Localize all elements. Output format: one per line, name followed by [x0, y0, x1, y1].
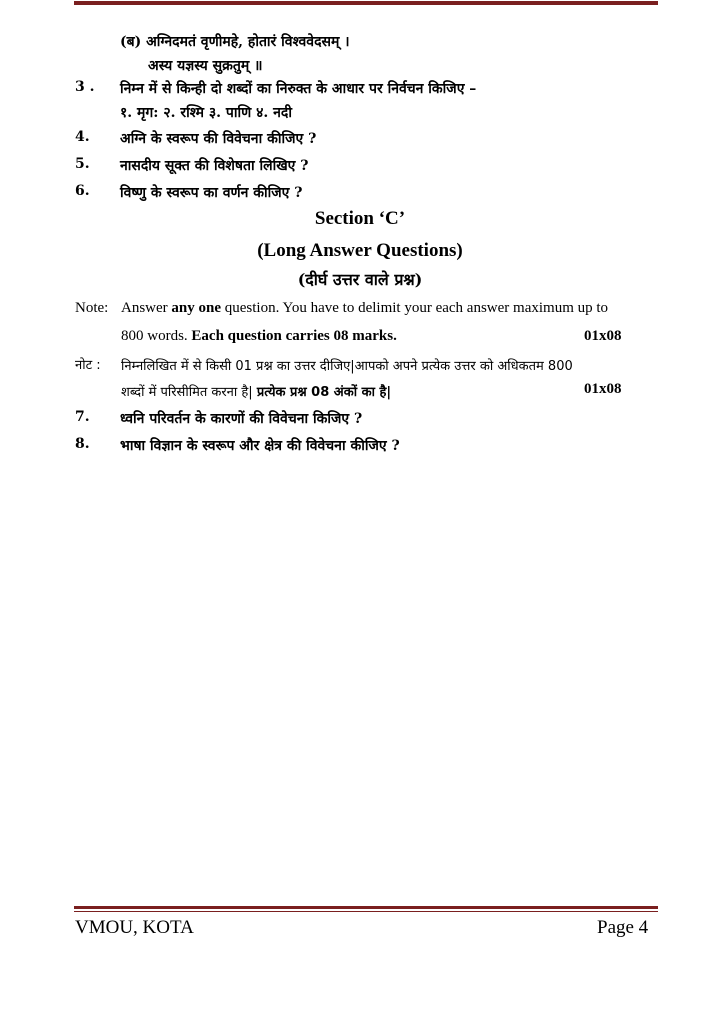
- question-text: ध्वनि परिवर्तन के कारणों की विवेचना किजिए ?: [120, 411, 363, 427]
- note-label-hi: नोट :: [75, 358, 101, 373]
- verse-line-b2: अस्य यज्ञस्य सुक्रतुम् ॥: [148, 58, 263, 74]
- section-subtitle-en: (Long Answer Questions): [257, 240, 463, 261]
- marks-label: 01x08: [584, 328, 622, 344]
- note-emphasis: Each question carries 08 marks.: [191, 328, 397, 344]
- note-hi-line-1: निम्नलिखित में से किसी 01 प्रश्न का उत्तर दीजिए|आपको अपने प्रत्येक उत्तर को अधिकतम 800: [121, 359, 573, 374]
- question-text: अग्नि के स्वरूप की विवेचना कीजिए ?: [120, 131, 317, 147]
- verse-line-b: (ब) अग्निदमतं वृणीमहे, होतारं विश्ववेदसम् ।: [120, 34, 350, 50]
- note-text: Answer: [121, 300, 168, 316]
- note-hi-line-2: [121, 382, 656, 400]
- marks-label: 01x08: [584, 381, 622, 397]
- footer-rule: [74, 906, 658, 909]
- question-text: निम्न में से किन्ही दो शब्दों का निरुक्त के आधार पर निर्वचन किजिए –: [120, 81, 477, 97]
- note-label: Note:: [75, 300, 109, 316]
- question-number: 5.: [75, 156, 90, 172]
- question-number: 7.: [75, 409, 90, 425]
- question-text: विष्णु के स्वरूप का वर्णन कीजिए ?: [120, 185, 303, 201]
- footer-institution: VMOU, KOTA: [75, 917, 194, 938]
- question-text: नासदीय सूक्त की विशेषता लिखिए ?: [120, 158, 309, 174]
- section-title: Section ‘C’: [314, 208, 406, 229]
- footer-page-number: Page 4: [597, 917, 649, 938]
- note-text: शब्दों में परिसीमित करना है|: [121, 385, 253, 400]
- note-text: question. You have to delimit your each answer maximum up to: [224, 300, 609, 316]
- note-line-1: [121, 300, 656, 317]
- note-text: 800 words.: [121, 328, 188, 344]
- question-options: १. मृग: २. रश्मि ३. पाणि ४. नदी: [120, 105, 292, 121]
- note-line-2: [121, 328, 656, 345]
- question-number: 3 .: [75, 79, 95, 95]
- note-emphasis: any one: [171, 300, 221, 316]
- header-rule: [74, 1, 658, 5]
- question-number: 4.: [75, 129, 90, 145]
- section-subtitle-hi: (दीर्घ उत्तर वाले प्रश्न): [297, 270, 423, 289]
- question-number: 8.: [75, 436, 90, 452]
- question-number: 6.: [75, 183, 90, 199]
- footer-rule-thin: [74, 911, 658, 912]
- question-text: भाषा विज्ञान के स्वरूप और क्षेत्र की विवेचना कीजिए ?: [120, 438, 400, 454]
- note-emphasis: प्रत्येक प्रश्न 08 अंकों का है|: [256, 385, 392, 400]
